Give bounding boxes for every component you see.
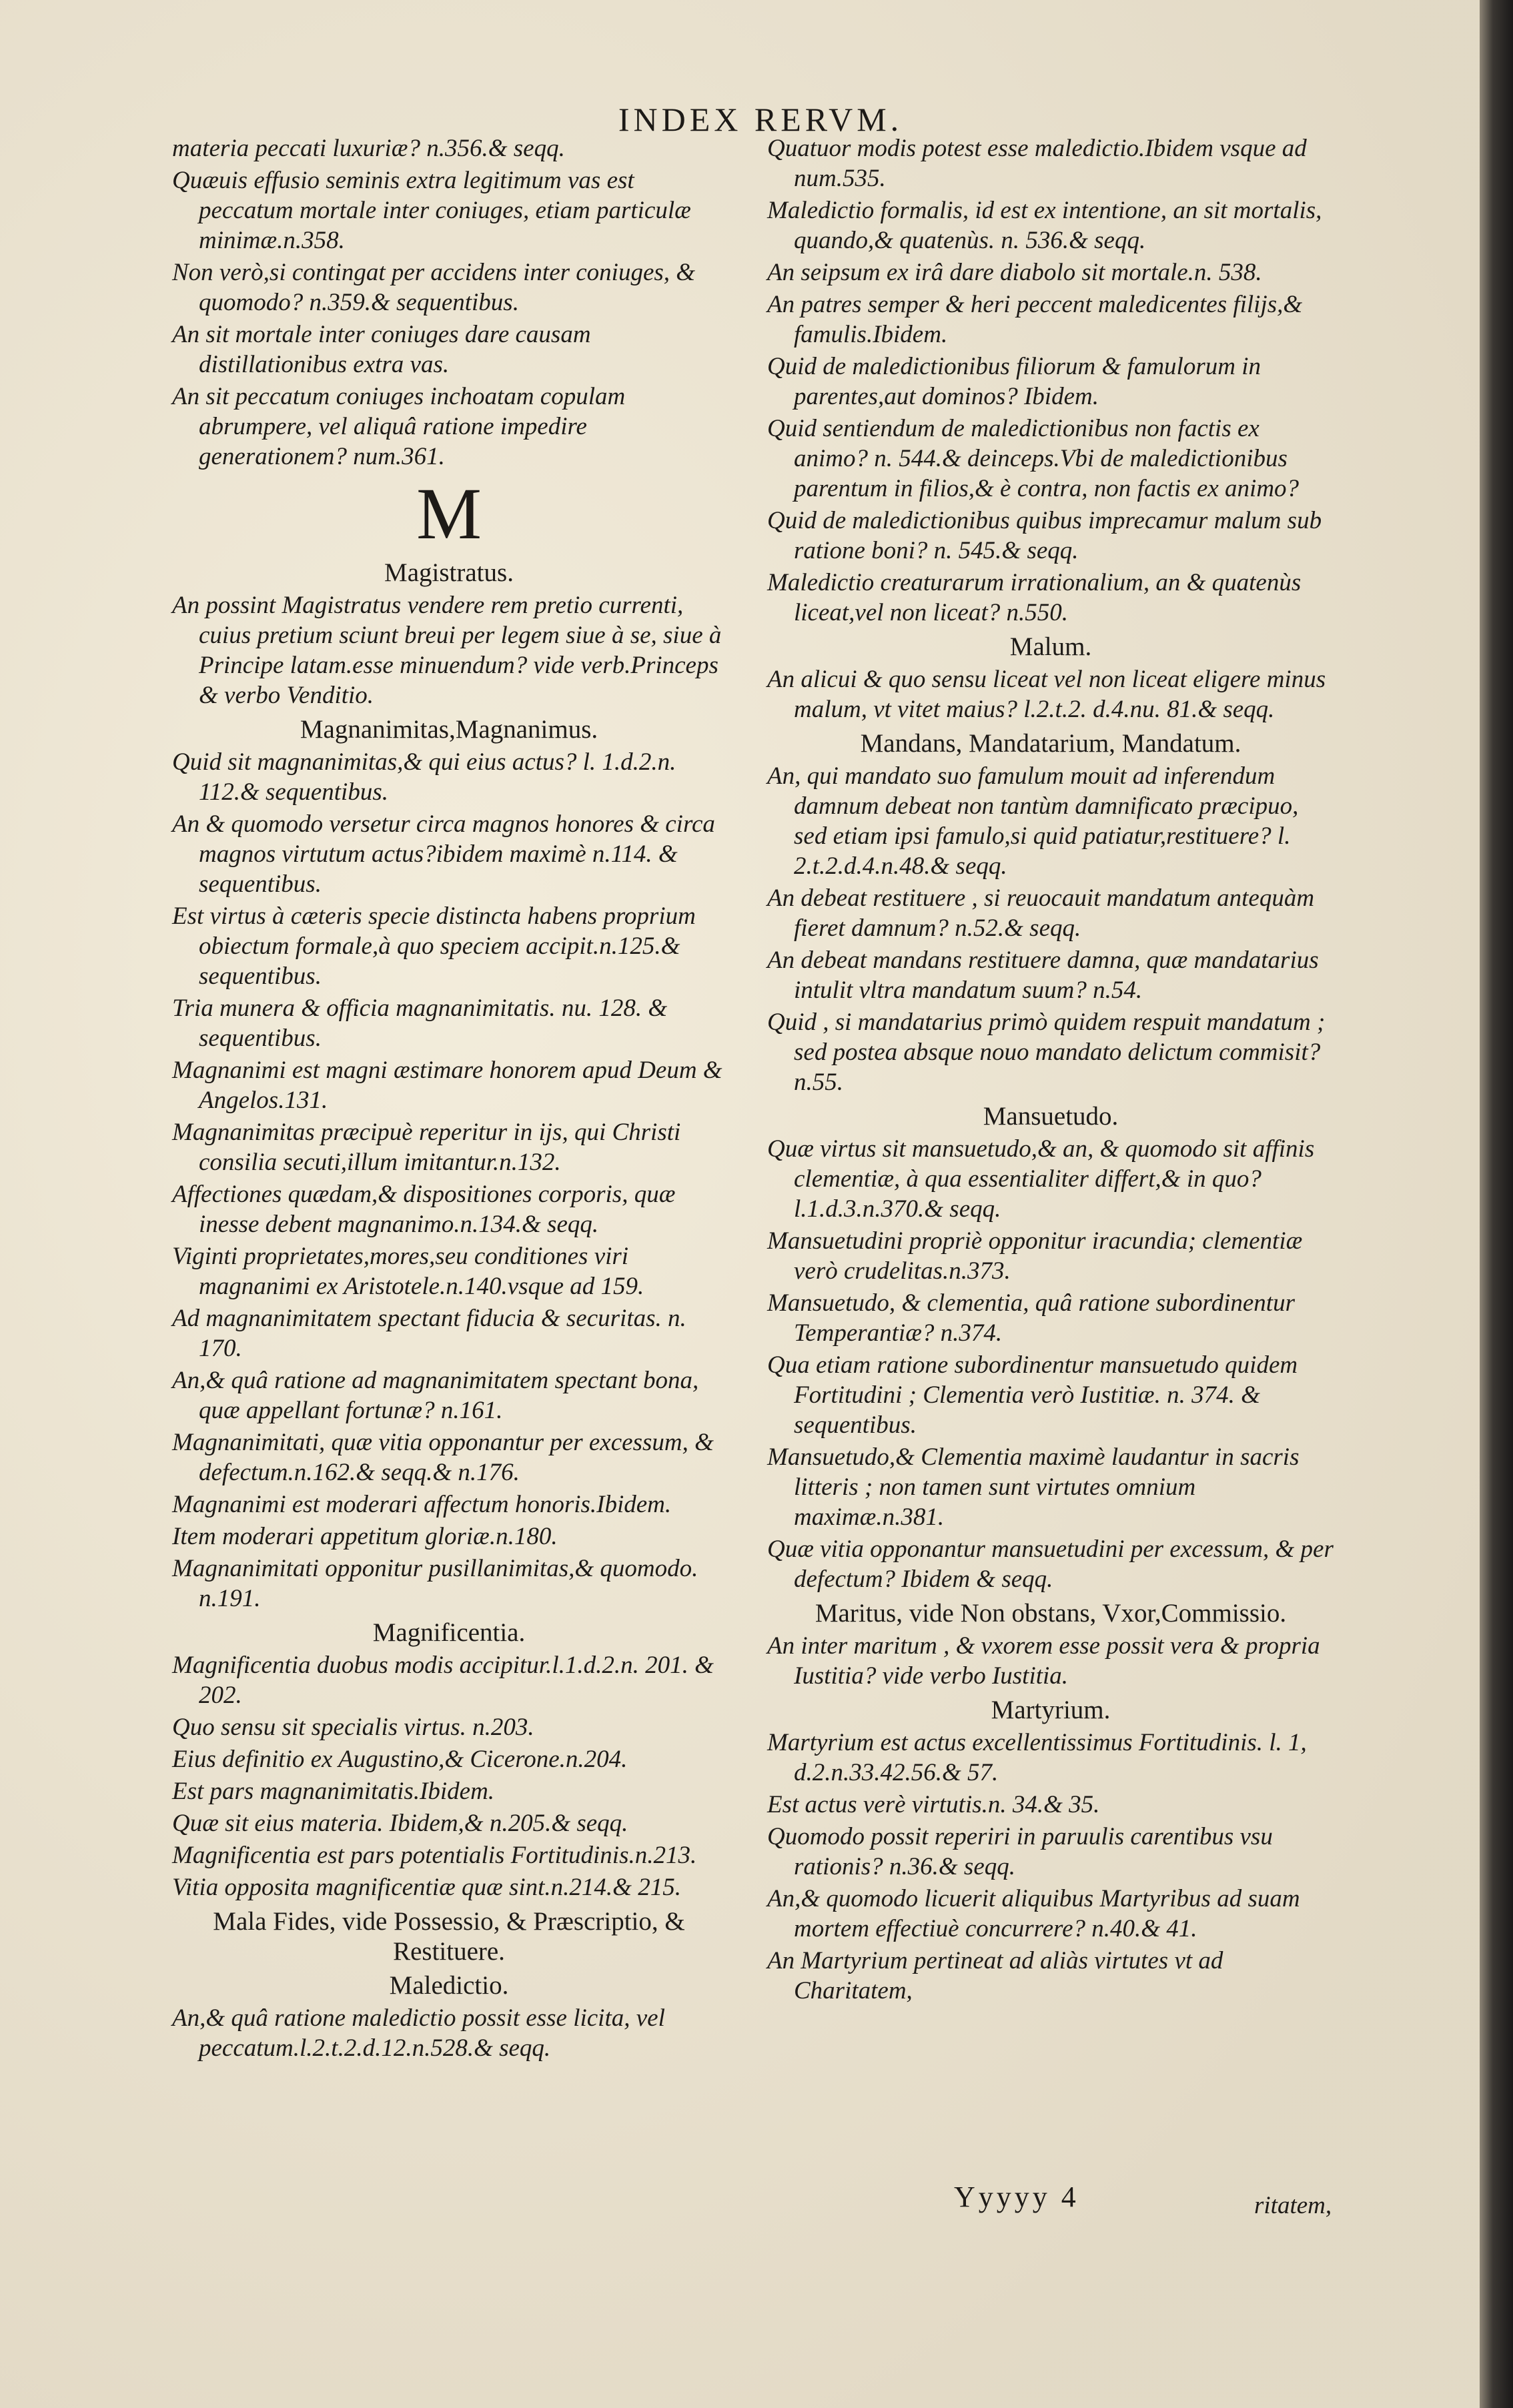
index-entry: Magnanimitas præcipuè reperitur in ijs, qui Christi consilia secuti,illum imitantur.n.132. bbox=[172, 1119, 681, 1176]
index-heading: Malum. bbox=[1009, 632, 1092, 661]
index-entry: Magnanimitati opponitur pusillanimitas,& quomodo. n.191. bbox=[172, 1555, 698, 1612]
index-entry: Non verò,si contingat per accidens inter coniuges, & quomodo? n.359.& sequentibus. bbox=[172, 259, 696, 316]
index-entry: Vitia opposita magnificentiæ quæ sint.n.214.& 215. bbox=[172, 1874, 681, 1901]
left-column bbox=[172, 133, 726, 2065]
index-entry: Quæ sit eius materia. Ibidem,& n.205.& seqq. bbox=[172, 1810, 628, 1837]
section-letter: M bbox=[416, 473, 482, 554]
index-entry: Quid de maledictionibus filiorum & famulorum in parentes,aut dominos? Ibidem. bbox=[767, 353, 1261, 410]
index-entry: Quid sit magnanimitas,& qui eius actus? l. 1.d.2.n. 112.& sequentibus. bbox=[172, 748, 676, 806]
index-entry: Est virtus à cæteris specie distincta habens proprium obiectum formale,à quo speciem accipit.n.125.& sequentibus. bbox=[172, 902, 696, 990]
index-heading: Maledictio. bbox=[389, 1971, 509, 2000]
index-entry: Quid , si mandatarius primò quidem respuit mandatum ; sed postea absque nouo mandato delictum commisit? n.55. bbox=[767, 1009, 1326, 1096]
index-entry: Maledictio formalis, id est ex intentione, an sit mortalis, quando,& quatenùs. n. 536.& seqq. bbox=[767, 197, 1322, 254]
index-entry: Quæ virtus sit mansuetudo,& an, & quomodo sit affinis clementiæ, à qua essentialiter differt,& in quo? l.1.d.3.n.370.& seqq. bbox=[767, 1135, 1315, 1223]
index-entry: Magnanimitati, quæ vitia opponantur per excessum, & defectum.n.162.& seqq.& n.176. bbox=[172, 1429, 714, 1486]
catchword: ritatem, bbox=[1254, 2192, 1332, 2219]
index-entry: Quid de maledictionibus quibus imprecamur malum sub ratione boni? n. 545.& seqq. bbox=[767, 507, 1322, 564]
index-entry: Magnanimi est moderari affectum honoris.Ibidem. bbox=[172, 1491, 672, 1518]
index-entry: An,& quomodo licuerit aliquibus Martyribus ad suam mortem effectiuè concurrere? n.40.& 41. bbox=[767, 1885, 1300, 1942]
right-column bbox=[767, 133, 1334, 2008]
index-entry: Magnificentia est pars potentialis Fortitudinis.n.213. bbox=[172, 1842, 697, 1869]
index-entry: Est pars magnanimitatis.Ibidem. bbox=[172, 1778, 495, 1805]
index-entry: Qua etiam ratione subordinentur mansuetudo quidem Fortitudini ; Clementia verò Iustitiæ. n. 374. & sequentibus. bbox=[767, 1351, 1298, 1439]
index-entry: Tria munera & officia magnanimitatis. nu. 128. & sequentibus. bbox=[172, 995, 668, 1052]
running-title: INDEX RERVM. bbox=[618, 101, 903, 138]
index-entry: An sit peccatum coniuges inchoatam copulam abrumpere, vel aliquâ ratione impedire generationem? num.361. bbox=[172, 383, 626, 470]
signature-mark: Yyyyy 4 bbox=[954, 2181, 1079, 2213]
index-entry: Mansuetudo,& Clementia maximè laudantur in sacris litteris ; non tamen sunt virtutes omnium maximæ.n.381. bbox=[767, 1443, 1300, 1531]
index-heading: Maritus, vide Non obstans, Vxor,Commissio. bbox=[815, 1599, 1287, 1628]
index-entry: Quæuis effusio seminis extra legitimum vas est peccatum mortale inter coniuges, etiam particulæ minimæ.n.358. bbox=[172, 167, 691, 254]
index-entry: Quæ vitia opponantur mansuetudini per excessum, & per defectum? Ibidem & seqq. bbox=[767, 1536, 1334, 1593]
index-heading: Magnificentia. bbox=[372, 1618, 526, 1647]
index-entry: An & quomodo versetur circa magnos honores & circa magnos virtutum actus?ibidem maximè n.114. & sequentibus. bbox=[172, 810, 715, 898]
index-entry: An,& quâ ratione ad magnanimitatem spectant bona, quæ appellant fortunæ? n.161. bbox=[172, 1367, 699, 1424]
index-entry: Magnanimi est magni æstimare honorem apud Deum & Angelos.131. bbox=[172, 1057, 722, 1114]
index-entry: Eius definitio ex Augustino,& Cicerone.n.204. bbox=[172, 1746, 628, 1773]
index-entry: materia peccati luxuriæ? n.356.& seqq. bbox=[172, 135, 565, 162]
index-entry: An patres semper & heri peccent maledicentes filijs,& famulis.Ibidem. bbox=[767, 291, 1303, 348]
index-entry: An debeat restituere , si reuocauit mandatum antequàm fieret damnum? n.52.& seqq. bbox=[767, 884, 1315, 942]
index-heading: Mansuetudo. bbox=[983, 1102, 1119, 1131]
index-heading: Mala Fides, vide Possessio, & Præscriptio, & Restituere. bbox=[213, 1907, 685, 1966]
index-entry: An,& quâ ratione maledictio possit esse licita, vel peccatum.l.2.t.2.d.12.n.528.& seqq. bbox=[172, 2004, 665, 2062]
index-entry: Viginti proprietates,mores,seu conditiones viri magnanimi ex Aristotele.n.140.vsque ad 159. bbox=[172, 1243, 644, 1300]
index-entry: An, qui mandato suo famulum mouit ad inferendum damnum debeat non tantùm damnificato præcipuo, sed etiam ipsi famulo,si quid patiatur,restituere? l. 2.t.2.d.4.n.48.& seqq. bbox=[767, 762, 1299, 880]
index-heading: Magnanimitas,Magnanimus. bbox=[300, 715, 598, 744]
index-entry: Magnificentia duobus modis accipitur.l.1.d.2.n. 201. & 202. bbox=[172, 1652, 714, 1709]
index-entry: An debeat mandans restituere damna, quæ mandatarius intulit vltra mandatum suum? n.54. bbox=[767, 947, 1319, 1004]
index-entry: Maledictio creaturarum irrationalium, an & quatenùs liceat,vel non liceat? n.550. bbox=[767, 569, 1302, 626]
index-entry: Item moderari appetitum gloriæ.n.180. bbox=[172, 1523, 558, 1550]
index-entry: Quid sentiendum de maledictionibus non factis ex animo? n. 544.& deinceps.Vbi de maledictionibus parentum in filios,& è contra, non factis ex animo? bbox=[767, 415, 1300, 502]
index-entry: An seipsum ex irâ dare diabolo sit mortale.n. 538. bbox=[767, 259, 1262, 286]
index-entry: Ad magnanimitatem spectant fiducia & securitas. n. 170. bbox=[172, 1305, 686, 1362]
index-entry: An alicui & quo sensu liceat vel non liceat eligere minus malum, vt vitet maius? l.2.t.2. d.4.nu. 81.& seqq. bbox=[767, 666, 1326, 723]
index-entry: An Martyrium pertineat ad aliàs virtutes vt ad Charitatem, bbox=[767, 1947, 1223, 2004]
index-entry: Mansuetudini propriè opponitur iracundia; clementiæ verò crudelitas.n.373. bbox=[767, 1227, 1303, 1285]
index-entry: An inter maritum , & vxorem esse possit vera & propria Iustitia? vide verbo Iustitia. bbox=[767, 1632, 1320, 1690]
page-edge-shadow bbox=[1480, 0, 1513, 2408]
index-heading: Magistratus. bbox=[384, 558, 514, 587]
index-entry: Quatuor modis potest esse maledictio.Ibidem vsque ad num.535. bbox=[767, 135, 1307, 192]
index-entry: Est actus verè virtutis.n. 34.& 35. bbox=[767, 1791, 1100, 1818]
index-entry: Martyrium est actus excellentissimus Fortitudinis. l. 1, d.2.n.33.42.56.& 57. bbox=[767, 1729, 1307, 1786]
index-heading: Mandans, Mandatarium, Mandatum. bbox=[860, 729, 1241, 758]
index-heading: Martyrium. bbox=[991, 1696, 1111, 1724]
index-entry: Quomodo possit reperiri in paruulis carentibus vsu rationis? n.36.& seqq. bbox=[767, 1823, 1273, 1880]
index-entry: An possint Magistratus vendere rem pretio currenti, cuius pretium sciunt breui per legem siue à se, siue à Principe latam.esse minuendum? vide verb.Princeps & verbo Venditio. bbox=[172, 592, 722, 709]
index-entry: Quo sensu sit specialis virtus. n.203. bbox=[172, 1714, 534, 1741]
index-entry: An sit mortale inter coniuges dare causam distillationibus extra vas. bbox=[172, 321, 591, 378]
index-entry: Mansuetudo, & clementia, quâ ratione subordinentur Temperantiæ? n.374. bbox=[767, 1289, 1295, 1347]
index-entry: Affectiones quædam,& dispositiones corporis, quæ inesse debent magnanimo.n.134.& seqq. bbox=[172, 1181, 676, 1238]
